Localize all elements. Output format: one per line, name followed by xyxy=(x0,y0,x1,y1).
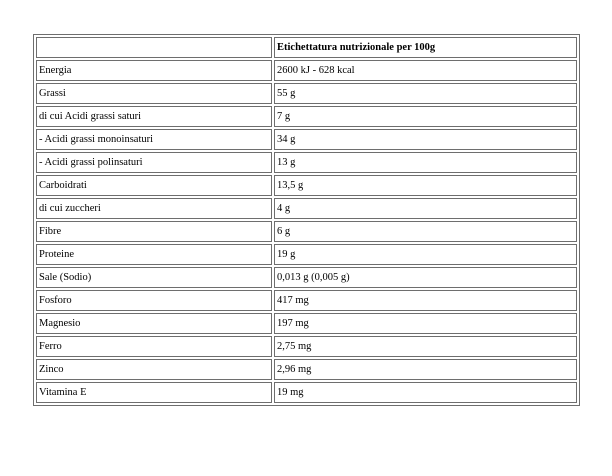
nutrient-value: 4 g xyxy=(274,198,577,219)
table-row xyxy=(36,290,577,311)
table-row xyxy=(36,129,577,150)
header-value-cell: Etichettatura nutrizionale per 100g xyxy=(274,37,577,58)
table-row xyxy=(36,313,577,334)
nutrient-value: 34 g xyxy=(274,129,577,150)
nutrient-label: Energia xyxy=(36,60,272,81)
nutrient-label: Carboidrati xyxy=(36,175,272,196)
table-row xyxy=(36,267,577,288)
nutrient-label: Vitamina E xyxy=(36,382,272,403)
nutrient-value: 19 g xyxy=(274,244,577,265)
nutrient-value: 6 g xyxy=(274,221,577,242)
nutrient-label: Fibre xyxy=(36,221,272,242)
nutrient-label: Ferro xyxy=(36,336,272,357)
nutrient-value: 13 g xyxy=(274,152,577,173)
table-row xyxy=(36,175,577,196)
table-row xyxy=(36,336,577,357)
nutrition-table xyxy=(33,34,580,406)
nutrient-label: Proteine xyxy=(36,244,272,265)
nutrient-value: 2,96 mg xyxy=(274,359,577,380)
table-row xyxy=(36,60,577,81)
nutrient-label: Fosforo xyxy=(36,290,272,311)
nutrient-value: 19 mg xyxy=(274,382,577,403)
nutrient-value: 2,75 mg xyxy=(274,336,577,357)
nutrient-value: 417 mg xyxy=(274,290,577,311)
nutrient-value: 13,5 g xyxy=(274,175,577,196)
nutrient-label: Sale (Sodio) xyxy=(36,267,272,288)
nutrient-label: - Acidi grassi polinsaturi xyxy=(36,152,272,173)
table-row xyxy=(36,198,577,219)
table-row xyxy=(36,221,577,242)
nutrient-value: 0,013 g (0,005 g) xyxy=(274,267,577,288)
table-row xyxy=(36,152,577,173)
nutrient-value: 7 g xyxy=(274,106,577,127)
nutrient-value: 197 mg xyxy=(274,313,577,334)
nutrient-label: di cui Acidi grassi saturi xyxy=(36,106,272,127)
table-row xyxy=(36,106,577,127)
table-header-row xyxy=(36,37,577,58)
nutrient-label: Zinco xyxy=(36,359,272,380)
nutrient-label: di cui zuccheri xyxy=(36,198,272,219)
nutrient-label: Grassi xyxy=(36,83,272,104)
nutrient-label: Magnesio xyxy=(36,313,272,334)
table-row xyxy=(36,83,577,104)
table-row xyxy=(36,359,577,380)
nutrient-value: 2600 kJ - 628 kcal xyxy=(274,60,577,81)
header-label-cell xyxy=(36,37,272,58)
table-row xyxy=(36,244,577,265)
table-row xyxy=(36,382,577,403)
nutrient-value: 55 g xyxy=(274,83,577,104)
nutrient-label: - Acidi grassi monoinsaturi xyxy=(36,129,272,150)
nutrition-table-container xyxy=(33,34,578,406)
